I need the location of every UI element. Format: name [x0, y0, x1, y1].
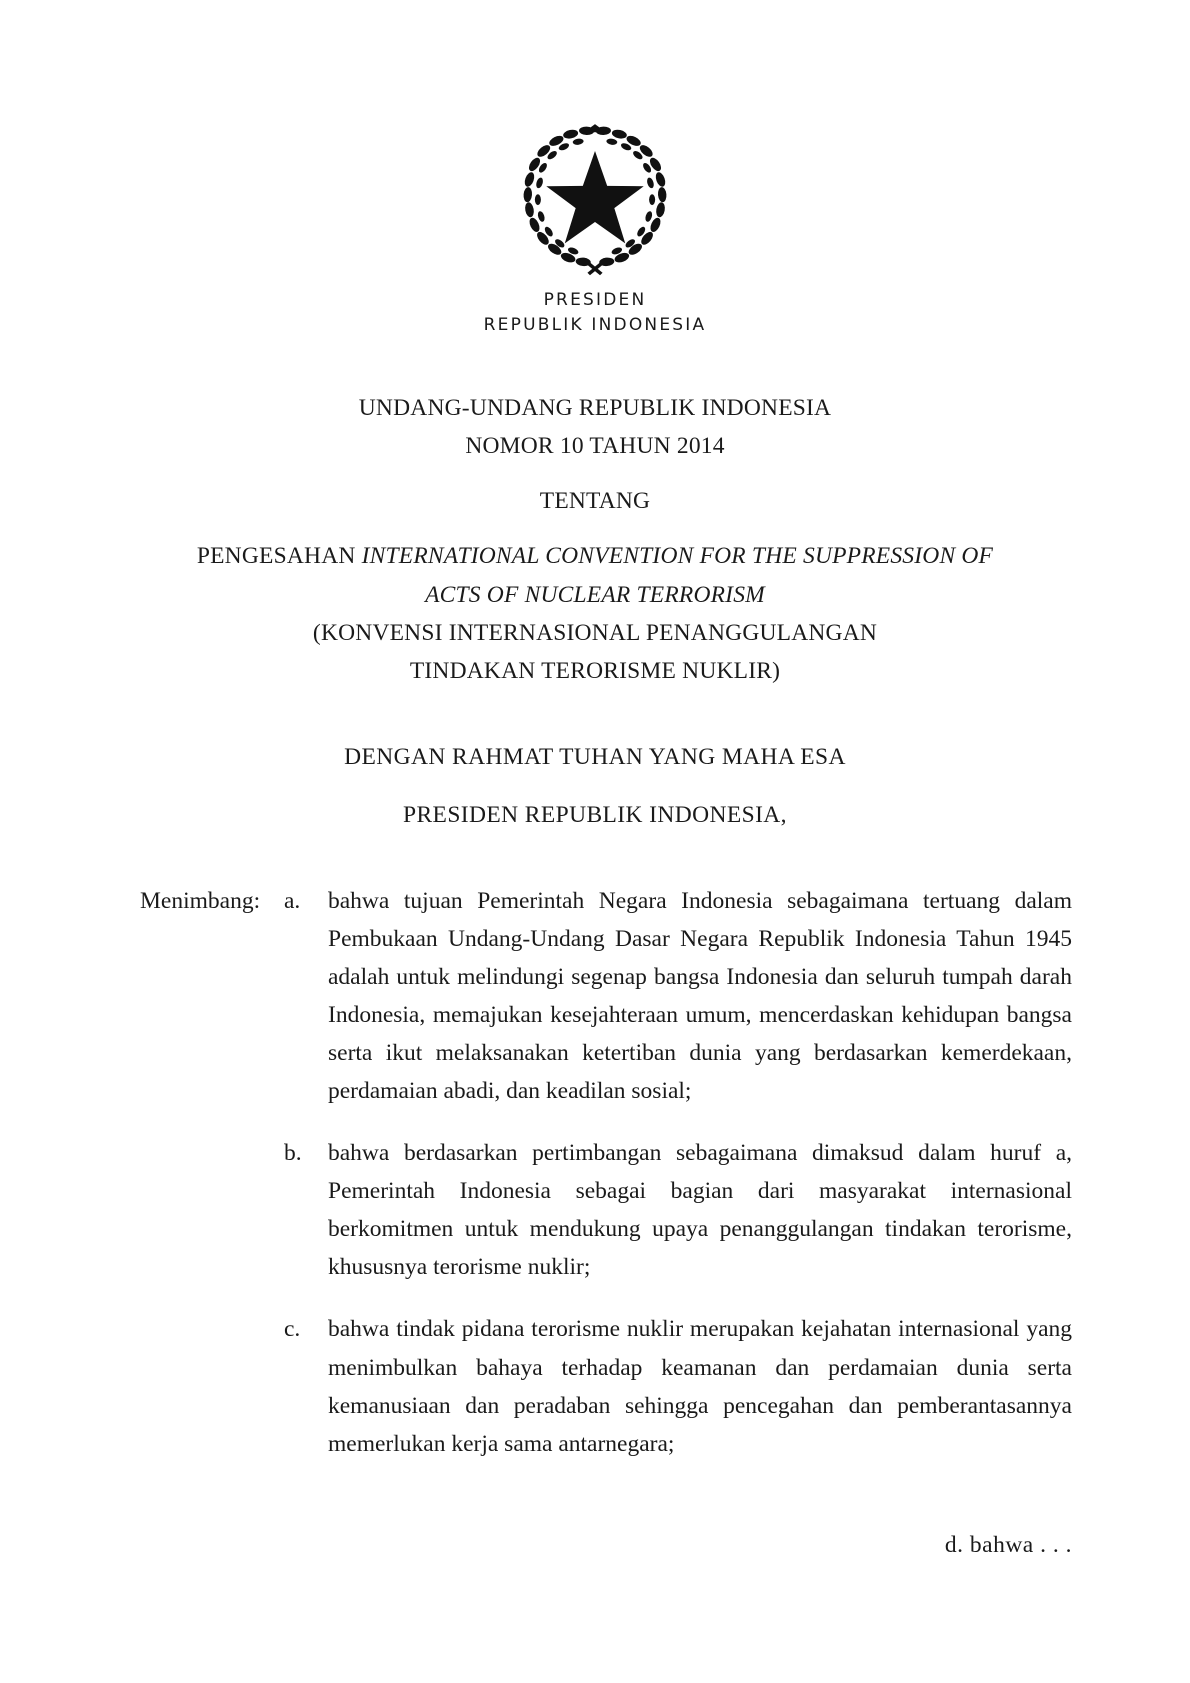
- invocation-block: [118, 738, 1072, 834]
- emblem-caption-line1: PRESIDEN: [543, 290, 647, 310]
- title-line-subject-1: [118, 537, 1072, 575]
- page-catchword: d. bahwa . . .: [944, 1532, 1072, 1558]
- title-line-subject-3: (KONVENSI INTERNASIONAL PENANGGULANGAN: [312, 619, 878, 646]
- title-line-subject-2: ACTS OF NUCLEAR TERRORISM: [425, 581, 765, 608]
- title-line-act: UNDANG-UNDANG REPUBLIK INDONESIA: [358, 395, 832, 422]
- considering-section: [118, 882, 1072, 1463]
- title-subject-prefix: PENGESAHAN: [196, 543, 362, 570]
- title-spacer-2: [118, 520, 1072, 537]
- invocation-line-presiden: PRESIDEN REPUBLIK INDONESIA,: [403, 801, 787, 828]
- title-subject-italic-1: INTERNATIONAL CONVENTION FOR THE SUPPRESSION OF: [361, 543, 994, 570]
- clause-marker: a.: [284, 887, 301, 914]
- list-item: [284, 882, 1072, 1110]
- emblem-caption: [118, 288, 1072, 337]
- document-title-block: [118, 389, 1072, 689]
- clause-text: bahwa tindak pidana terorisme nuklir merupakan kejahatan internasional yang menimbulkan bahaya terhadap keamanan dan perdamaian dunia serta kemanusiaan dan peradaban sehingga pencegahan dan pemberantasannya memerlukan kerja sama antarnegara;: [328, 1316, 1072, 1457]
- invocation-line-rahmat: DENGAN RAHMAT TUHAN YANG MAHA ESA: [344, 743, 846, 770]
- list-item: [284, 1310, 1072, 1462]
- garuda-star-wreath-emblem-icon: [511, 114, 679, 282]
- title-spacer-1: [118, 465, 1072, 482]
- clause-text: bahwa tujuan Pemerintah Negara Indonesia sebagaimana tertuang dalam Pembukaan Undang-Undang Dasar Negara Republik Indonesia Tahun 1945 adalah untuk melindungi segenap bangsa Indonesia dan seluruh tumpah darah Indonesia, memajukan kesejahteraan umum, mencerdaskan kehidupan bangsa serta ikut melaksanakan ketertiban dunia yang berdasarkan kemerdekaan, perdamaian abadi, dan keadilan sosial;: [328, 887, 1072, 1105]
- title-line-subject-4: TINDAKAN TERORISME NUKLIR): [409, 657, 781, 684]
- emblem-caption-line2: REPUBLIK INDONESIA: [483, 314, 707, 335]
- list-item: [284, 1134, 1072, 1286]
- title-line-tentang: TENTANG: [539, 488, 651, 515]
- considering-clause-list: [284, 882, 1072, 1463]
- clause-text: bahwa berdasarkan pertimbangan sebagaimana dimaksud dalam huruf a, Pemerintah Indonesia sebagai bagian dari masyarakat internasional berkomitmen untuk mendukung upaya penanggulangan tindakan terorisme, khususnya terorisme nuklir;: [328, 1140, 1072, 1281]
- clause-marker: c.: [284, 1316, 301, 1343]
- considering-label: Menimbang:: [140, 887, 261, 914]
- clause-marker: b.: [284, 1140, 302, 1167]
- title-line-number: NOMOR 10 TAHUN 2014: [465, 433, 725, 460]
- emblem-block: [118, 114, 1072, 337]
